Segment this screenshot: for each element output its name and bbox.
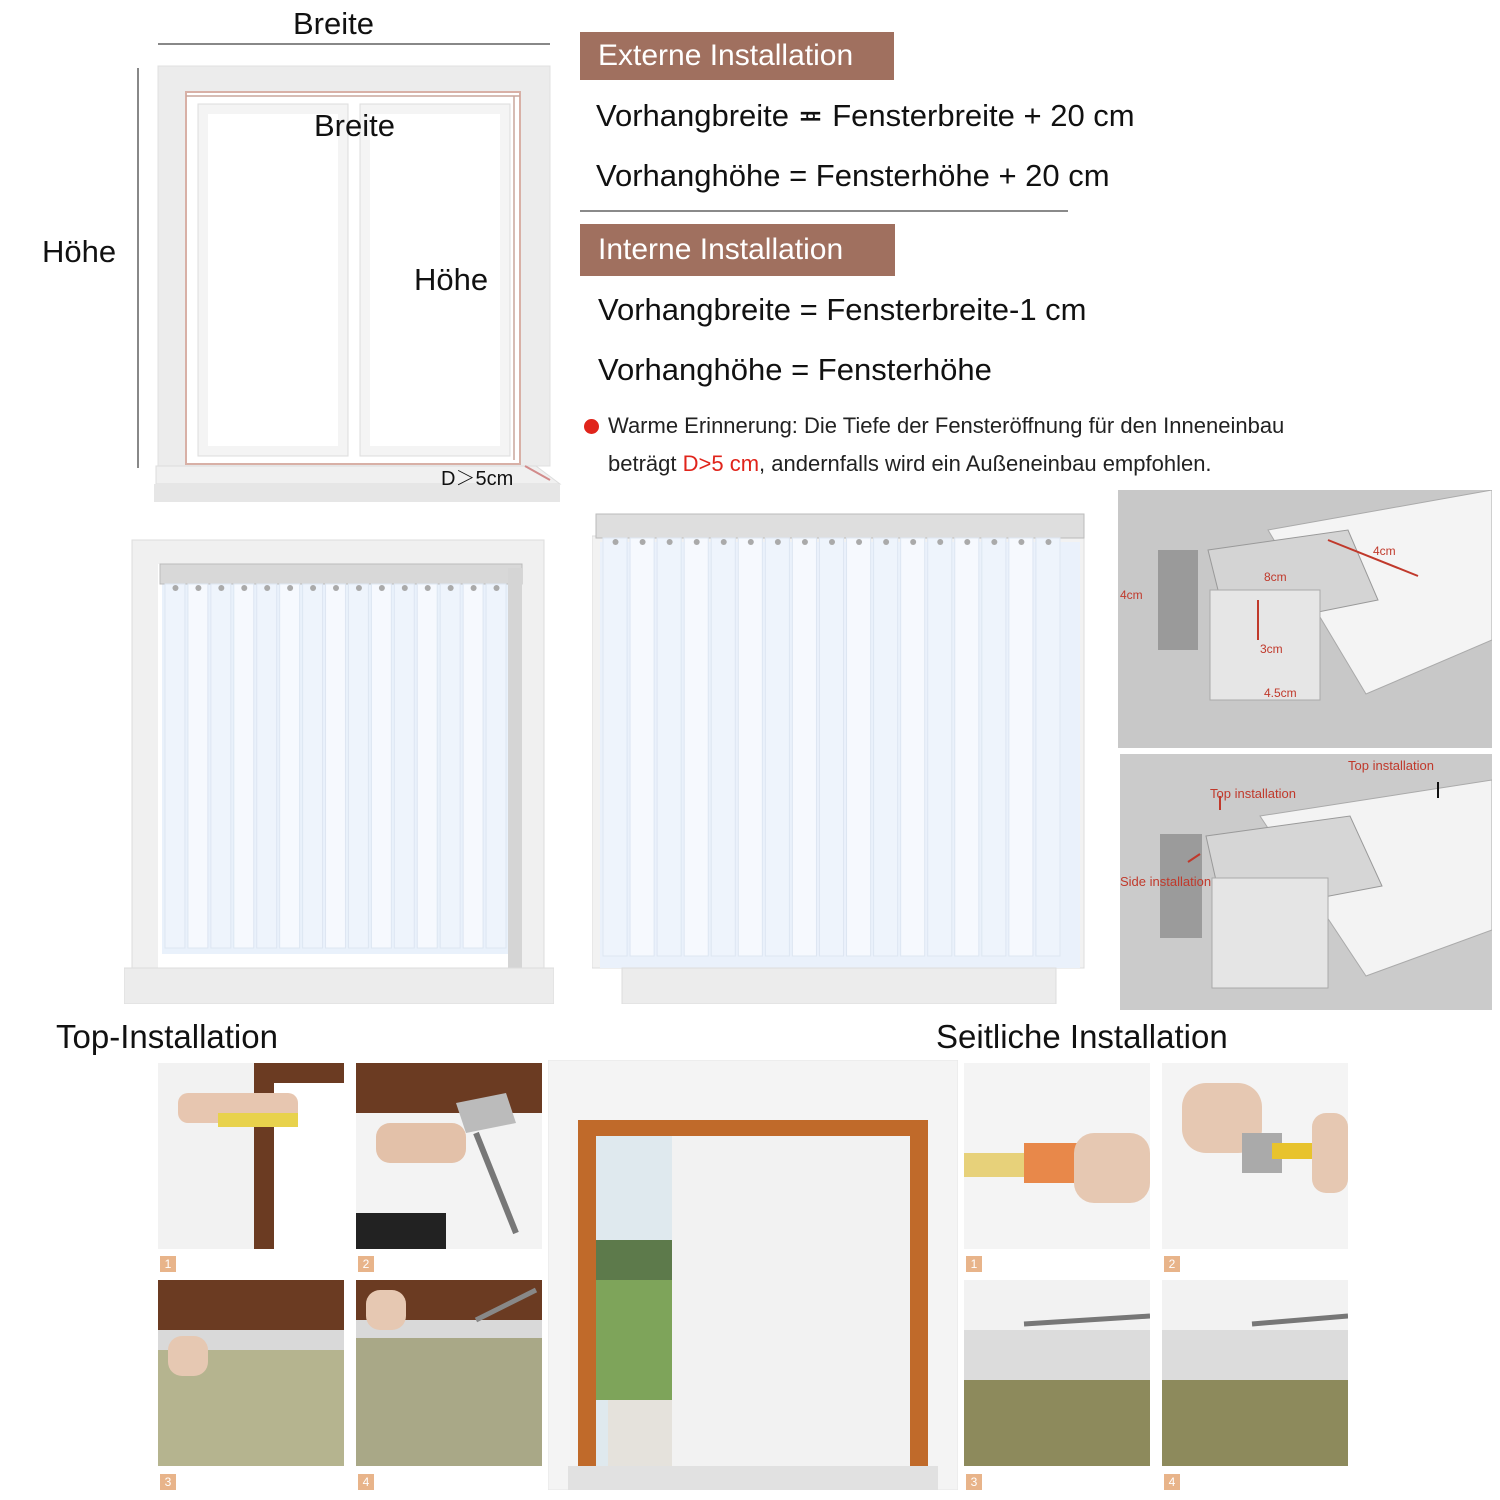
external-installation-heading: Externe Installation [580, 32, 894, 80]
external-blind-hanger [964, 539, 970, 545]
external-blind-illustration [592, 508, 1088, 1004]
external-blind-slat [603, 538, 627, 956]
side-step-2-badge: 2 [1164, 1256, 1180, 1272]
internal-blind-slat [463, 584, 483, 948]
side-step-3-photo [964, 1280, 1150, 1466]
width-label-outer: Breite [293, 6, 374, 41]
external-blind-hanger [991, 539, 997, 545]
side-step-3-badge: 3 [966, 1474, 982, 1490]
internal-blind-hanger [172, 585, 178, 591]
internal-blind-hanger [195, 585, 201, 591]
internal-blind-drawing [124, 538, 554, 1004]
dim-3cm: 3cm [1260, 642, 1283, 656]
dim-4cm-side: 4cm [1120, 588, 1143, 602]
internal-blind-hanger [218, 585, 224, 591]
internal-blind-slat [234, 584, 254, 948]
external-blind-hanger [694, 539, 700, 545]
reminder-line-2-start: beträgt [608, 451, 683, 476]
external-blind-hanger [883, 539, 889, 545]
top-step-2-photo [356, 1063, 542, 1249]
internal-blind-slat [440, 584, 460, 948]
internal-blind-hanger [287, 585, 293, 591]
external-blind-hanger [1045, 539, 1051, 545]
internal-height-formula: Vorhanghöhe = Fensterhöhe [598, 352, 992, 387]
section-divider [580, 210, 1068, 212]
door-blind-illustration [548, 1060, 958, 1490]
reminder-line-2 [608, 451, 1212, 477]
internal-blind-slat [211, 584, 231, 948]
top-step-1-photo [158, 1063, 344, 1249]
top-step-4-photo [356, 1280, 542, 1466]
top-step-3-badge: 3 [160, 1474, 176, 1490]
top-step-1-badge: 1 [160, 1256, 176, 1272]
external-height-formula: Vorhanghöhe = Fensterhöhe + 20 cm [596, 158, 1110, 193]
external-blind-slat [711, 538, 735, 956]
internal-blind-slat [348, 584, 368, 948]
door-blind-drawing [548, 1060, 958, 1490]
bracket-installation-photo [1120, 754, 1492, 1010]
external-blind-drawing [592, 508, 1088, 1004]
external-blind-hanger [613, 539, 619, 545]
external-width-formula: Vorhangbreite ≖ Fensterbreite + 20 cm [596, 98, 1135, 133]
external-blind-hanger [640, 539, 646, 545]
dim-8cm: 8cm [1264, 570, 1287, 584]
reminder-dot-icon [584, 419, 599, 434]
external-blind-slat [738, 538, 762, 956]
reminder-line-2-end: , andernfalls wird ein Außeneinbau empfohlen. [759, 451, 1212, 476]
depth-label: D＞5cm [441, 468, 514, 490]
dim-4-5cm: 4.5cm [1264, 686, 1297, 700]
internal-blind-hanger [310, 585, 316, 591]
external-blind-slat [982, 538, 1006, 956]
external-blind-slat [928, 538, 952, 956]
internal-blind-illustration [124, 538, 554, 1004]
external-blind-hanger [937, 539, 943, 545]
external-blind-slat [630, 538, 654, 956]
internal-blind-slat [417, 584, 437, 948]
internal-blind-hanger [494, 585, 500, 591]
side-step-1-badge: 1 [966, 1256, 982, 1272]
external-blind-slat [819, 538, 843, 956]
side-step-1-photo [964, 1063, 1150, 1249]
internal-blind-hanger [425, 585, 431, 591]
external-blind-hanger [856, 539, 862, 545]
internal-blind-slat [257, 584, 277, 948]
external-blind-hanger [910, 539, 916, 545]
external-blind-hanger [775, 539, 781, 545]
reminder-depth-value: D>5 cm [682, 451, 760, 476]
side-step-4-photo [1162, 1280, 1348, 1466]
internal-blind-hanger [241, 585, 247, 591]
internal-blind-slat [394, 584, 414, 948]
internal-blind-slat [165, 584, 185, 948]
external-blind-hanger [829, 539, 835, 545]
internal-installation-heading: Interne Installation [580, 224, 895, 276]
external-blind-slat [1036, 538, 1060, 956]
external-blind-slat [792, 538, 816, 956]
internal-blind-slat [486, 584, 506, 948]
top-installation-label-2: Top installation [1348, 758, 1434, 773]
internal-blind-hanger [448, 585, 454, 591]
internal-width-formula: Vorhangbreite = Fensterbreite-1 cm [598, 292, 1087, 327]
internal-blind-hanger [333, 585, 339, 591]
internal-blind-slat [303, 584, 323, 948]
external-blind-slat [901, 538, 925, 956]
bracket-dimensions-photo [1118, 490, 1492, 748]
internal-blind-slat [188, 584, 208, 948]
external-blind-slat [657, 538, 681, 956]
external-blind-slat [684, 538, 708, 956]
window-diagram [30, 0, 570, 510]
dim-4cm-top: 4cm [1373, 544, 1396, 558]
internal-blind-hanger [471, 585, 477, 591]
external-blind-slat [955, 538, 979, 956]
width-label-inner: Breite [314, 108, 395, 143]
internal-blind-slat [326, 584, 346, 948]
top-step-2-badge: 2 [358, 1256, 374, 1272]
internal-blind-hanger [402, 585, 408, 591]
external-blind-hanger [1018, 539, 1024, 545]
internal-blind-hanger [264, 585, 270, 591]
height-label-inner: Höhe [414, 262, 489, 297]
side-step-4-badge: 4 [1164, 1474, 1180, 1490]
top-step-4-badge: 4 [358, 1474, 374, 1490]
internal-blind-slat [280, 584, 300, 948]
external-blind-slat [847, 538, 871, 956]
side-installation-title: Seitliche Installation [936, 1018, 1228, 1055]
external-blind-slat [1009, 538, 1033, 956]
internal-blind-slat [371, 584, 391, 948]
internal-blind-hanger [379, 585, 385, 591]
height-label-outer: Höhe [42, 234, 117, 269]
external-blind-hanger [721, 539, 727, 545]
external-blind-slat [874, 538, 898, 956]
internal-blind-hanger [356, 585, 362, 591]
top-step-3-photo [158, 1280, 344, 1466]
side-installation-label: Side installation [1120, 874, 1212, 889]
bracket-dimensions-drawing [1118, 490, 1492, 748]
external-blind-hanger [748, 539, 754, 545]
external-blind-hanger [802, 539, 808, 545]
external-blind-slat [765, 538, 789, 956]
reminder-line-1: Warme Erinnerung: Die Tiefe der Fensteröffnung für den Inneneinbau [608, 413, 1285, 438]
top-installation-label-1: Top installation [1210, 786, 1296, 801]
external-blind-hanger [667, 539, 673, 545]
top-installation-title: Top-Installation [56, 1018, 278, 1055]
side-step-2-photo [1162, 1063, 1348, 1249]
